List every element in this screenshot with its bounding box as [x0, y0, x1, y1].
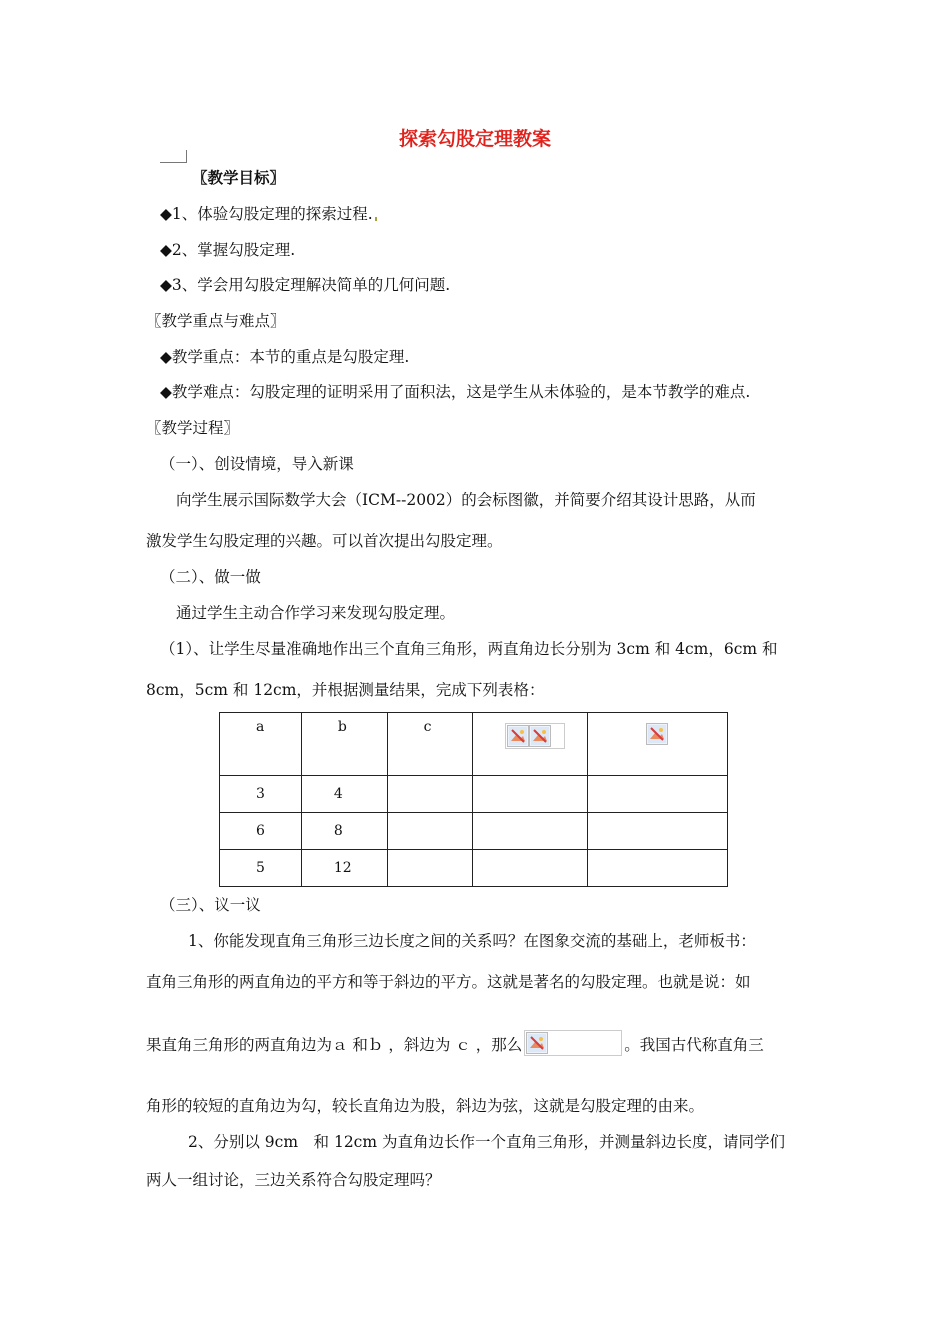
step2-task-line2: 8cm，5cm 和 12cm，并根据测量结果，完成下列表格：: [146, 681, 545, 699]
difficult-point: ◆教学难点：勾股定理的证明采用了面积法，这是学生从未体验的，是本节教学的难点.: [160, 383, 751, 401]
table-cell: [387, 813, 473, 850]
step1-paragraph-line1: 向学生展示国际数学大会（ICM--2002）的会标图徽，并简要介绍其设计思路，从而: [176, 491, 756, 509]
step1-heading: （一）、创设情境，导入新课: [160, 455, 354, 473]
objectives-heading: 〖教学目标〗: [192, 169, 286, 187]
pythagorean-formula-image: [524, 1030, 622, 1056]
table-cell: [473, 813, 588, 850]
table-row: [220, 813, 728, 850]
table-cell: 4: [301, 776, 387, 813]
table-header-row: [220, 713, 728, 776]
discuss-1-line4: 角形的较短的直角边为勾，较长直角边为股，斜边为弦，这就是勾股定理的由来。: [146, 1097, 705, 1115]
process-heading: 〖教学过程〗: [146, 419, 240, 437]
table-cell: [473, 776, 588, 813]
table-cell: [588, 813, 728, 850]
objective-2: ◆2、掌握勾股定理.: [160, 241, 296, 259]
broken-image-icon: [526, 1032, 548, 1054]
table-cell: 12: [301, 850, 387, 887]
objective-3: ◆3、学会用勾股定理解决简单的几何问题.: [160, 276, 451, 294]
table-cell: [387, 776, 473, 813]
table-cell: 8: [301, 813, 387, 850]
table-cell: [387, 850, 473, 887]
step3-heading: （三）、议一议: [160, 896, 261, 914]
broken-image-icon: [507, 725, 529, 747]
table-cell: 3: [220, 776, 302, 813]
table-header-cell: [588, 713, 728, 776]
table-row: [220, 776, 728, 813]
margin-corner-mark: [160, 150, 187, 163]
step2-task-line1: （1）、让学生尽量准确地作出三个直角三角形，两直角边长分别为 3cm 和 4cm，6cm 和: [160, 640, 778, 658]
measurement-table: [219, 712, 728, 887]
table-header-cell: b: [301, 713, 387, 776]
table-cell: [588, 850, 728, 887]
step2-intro: 通过学生主动合作学习来发现勾股定理。: [176, 604, 456, 622]
formula-image-frame: [505, 723, 565, 749]
discuss-2-line2: 两人一组讨论，三边关系符合勾股定理吗？: [146, 1171, 441, 1189]
table-row: [220, 850, 728, 887]
table-header-cell: c: [387, 713, 473, 776]
discuss-2-line1: 2、分别以 9cm 和 12cm 为直角边长作一个直角三角形，并测量斜边长度，请同学们: [188, 1133, 785, 1151]
table-header-cell: a: [220, 713, 302, 776]
objective-1: ◆1、体验勾股定理的探索过程.: [160, 204, 377, 224]
broken-image-icon: [529, 725, 551, 747]
table-cell: 6: [220, 813, 302, 850]
table-header-cell: [473, 713, 588, 776]
step1-paragraph-line2: 激发学生勾股定理的兴趣。可以首次提出勾股定理。: [146, 532, 503, 550]
discuss-1-line2: 直角三角形的两直角边的平方和等于斜边的平方。这就是著名的勾股定理。也就是说：如: [146, 973, 751, 991]
discuss-1-line1: 1、你能发现直角三角形三边长度之间的关系吗？在图象交流的基础上，老师板书：: [188, 932, 756, 950]
table-cell: [473, 850, 588, 887]
table-cell: [588, 776, 728, 813]
discuss-1-line3: 果直角三角形的两直角边为ａ 和ｂ ，斜边为 ｃ ，那么 。我国古代称直角三: [146, 1030, 764, 1056]
focus-heading: 〖教学重点与难点〗: [146, 312, 286, 330]
table-cell: 5: [220, 850, 302, 887]
focus-point: ◆教学重点：本节的重点是勾股定理.: [160, 348, 410, 366]
page-title: 探索勾股定理教案: [398, 128, 551, 150]
broken-image-icon: [646, 723, 668, 745]
step2-heading: （二）、做一做: [160, 568, 261, 586]
